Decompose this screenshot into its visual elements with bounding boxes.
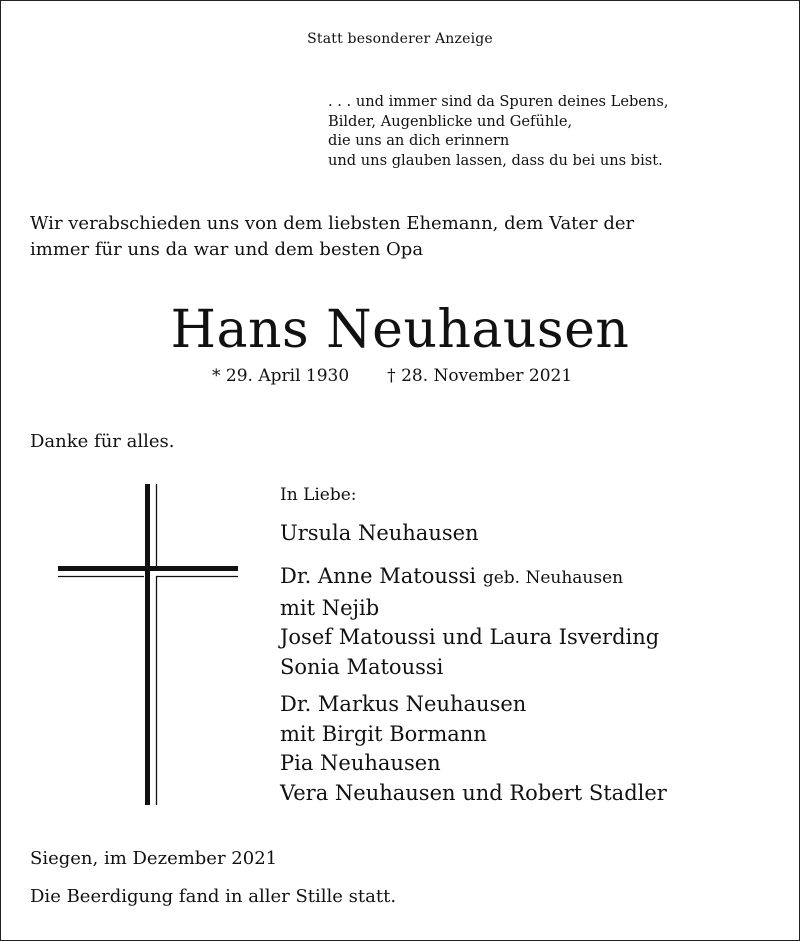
cross-icon [56,484,242,806]
family-member: Ursula Neuhausen [280,521,479,545]
thanks-text: Danke für alles. [30,431,175,452]
family-group-spouse [280,519,479,549]
family-member: Josef Matoussi und Laura Isverding [280,625,660,649]
life-dates [212,366,572,386]
family-member: Pia Neuhausen [280,751,441,775]
family-group-daughter [280,562,659,682]
poem-line: die uns an dich erinnern [328,132,510,149]
family-member-name: Dr. Anne Matoussi [280,564,477,588]
poem-block [328,92,668,170]
burial-note: Die Beerdigung fand in aller Stille statt. [30,886,397,907]
death-date: † 28. November 2021 [387,366,573,386]
family-group-son [280,690,667,808]
family-member: mit Nejib [280,595,380,620]
birth-date: * 29. April 1930 [212,366,350,386]
family-label: In Liebe: [280,485,357,505]
poem-line: und uns glauben lassen, dass du bei uns bist. [328,151,663,169]
poem-line: . . . und immer sind da Spuren deines Lebens, [328,93,669,110]
family-member [280,562,659,594]
family-member: Dr. Markus Neuhausen [280,692,527,716]
family-member: Sonia Matoussi [280,654,444,679]
intro-line: Wir verabschieden uns von dem liebsten Ehemann, dem Vater der [30,213,635,234]
place-date: Siegen, im Dezember 2021 [30,848,278,869]
deceased-name: Hans Neuhausen [170,300,630,360]
family-member: mit Birgit Bormann [280,721,487,746]
family-member: Vera Neuhausen und Robert Stadler [280,780,667,805]
maiden-name-note: geb. Neuhausen [482,568,624,588]
notice-header: Statt besonderer Anzeige [307,31,493,47]
intro-line: immer für uns da war und dem besten Opa [30,239,424,260]
poem-line: Bilder, Augenblicke und Gefühle, [328,112,573,130]
intro-text [30,211,634,263]
